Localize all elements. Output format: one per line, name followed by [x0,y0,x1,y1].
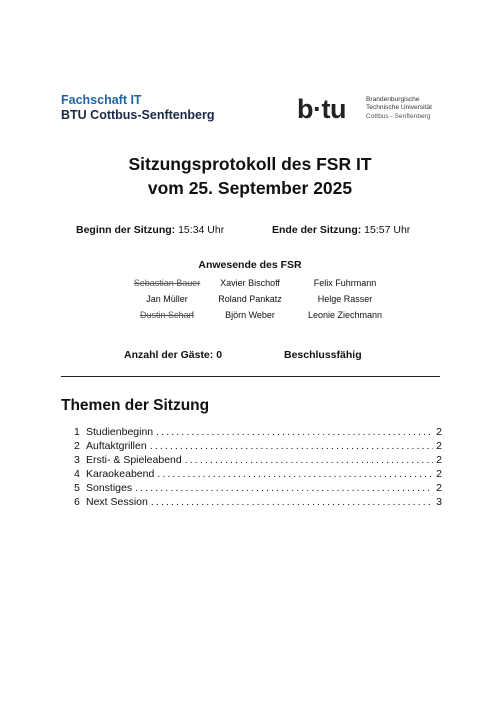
toc-page: 2 [436,440,442,452]
toc-leader [135,481,433,495]
title-line-2: vom 25. September 2025 [147,178,353,198]
quorum-status: Beschlussfähig [284,349,362,361]
university-name-line-3: Cottbus - Senftenberg [366,112,431,120]
document-title [0,152,500,200]
toc-title[interactable]: Karaokeabend [86,468,155,480]
toc-number: 6 [74,496,80,508]
toc-leader [151,495,433,509]
attendee-name: Xavier Bischoff [220,278,280,288]
attendee-name: Dustin Scharf [139,310,195,320]
topics-heading: Themen der Sitzung [61,397,210,414]
session-end [272,224,410,236]
university-name-line-1: Brandenburgische [366,96,420,103]
attendee-name: Leonie Ziechmann [307,310,383,320]
toc-title[interactable]: Ersti- & Spieleabend [86,454,182,466]
begin-value: 15:34 Uhr [178,224,225,236]
toc-leader [150,439,433,453]
university-name-line-2: Technische Universität [366,104,432,112]
toc-leader [185,453,433,467]
toc-leader [157,467,433,481]
attendees-heading: Anwesende des FSR [198,259,302,271]
end-value: 15:57 Uhr [364,224,411,236]
attendee-name: Björn Weber [225,310,275,320]
org-line-1: Fachschaft IT [61,93,142,107]
toc-title[interactable]: Sonstiges [86,482,133,494]
organization-name [61,93,214,123]
university-name [366,96,432,121]
toc-page: 2 [436,468,442,480]
session-begin [76,224,224,236]
toc-title[interactable]: Next Session [86,496,148,508]
attendee-name: Felix Fuhrmann [313,278,377,288]
toc-entry[interactable] [74,481,442,495]
toc-title[interactable]: Auftaktgrillen [86,440,147,452]
title-line-1: Sitzungsprotokoll des FSR IT [128,154,372,174]
toc-number: 3 [74,454,80,466]
toc-entry[interactable] [74,467,442,481]
attendee-name: Jan Müller [146,294,188,304]
toc-page: 2 [436,426,442,438]
toc-number: 2 [74,440,80,452]
toc-entry[interactable] [74,495,442,509]
toc-number: 5 [74,482,80,494]
org-line-2: BTU Cottbus-Senftenberg [61,108,215,122]
toc-title[interactable]: Studienbeginn [86,426,154,438]
toc-entry[interactable] [74,453,442,467]
toc-page: 2 [436,482,442,494]
toc-number: 4 [74,468,80,480]
table-of-contents [74,425,442,509]
guest-count: Anzahl der Gäste: 0 [124,349,223,361]
attendee-name: Sebastian Bauer [133,278,201,288]
toc-entry[interactable] [74,425,442,439]
end-label: Ende der Sitzung: [272,224,362,236]
begin-label: Beginn der Sitzung: [76,224,176,236]
divider [61,376,440,377]
btu-logo-mark: b·tu [297,94,346,124]
toc-leader [156,425,433,439]
toc-number: 1 [74,426,80,438]
attendee-name: Helge Rasser [317,294,373,304]
toc-page: 3 [436,496,442,508]
university-logo [297,94,447,124]
toc-page: 2 [436,454,442,466]
attendee-name: Roland Pankatz [218,294,282,304]
toc-entry[interactable] [74,439,442,453]
